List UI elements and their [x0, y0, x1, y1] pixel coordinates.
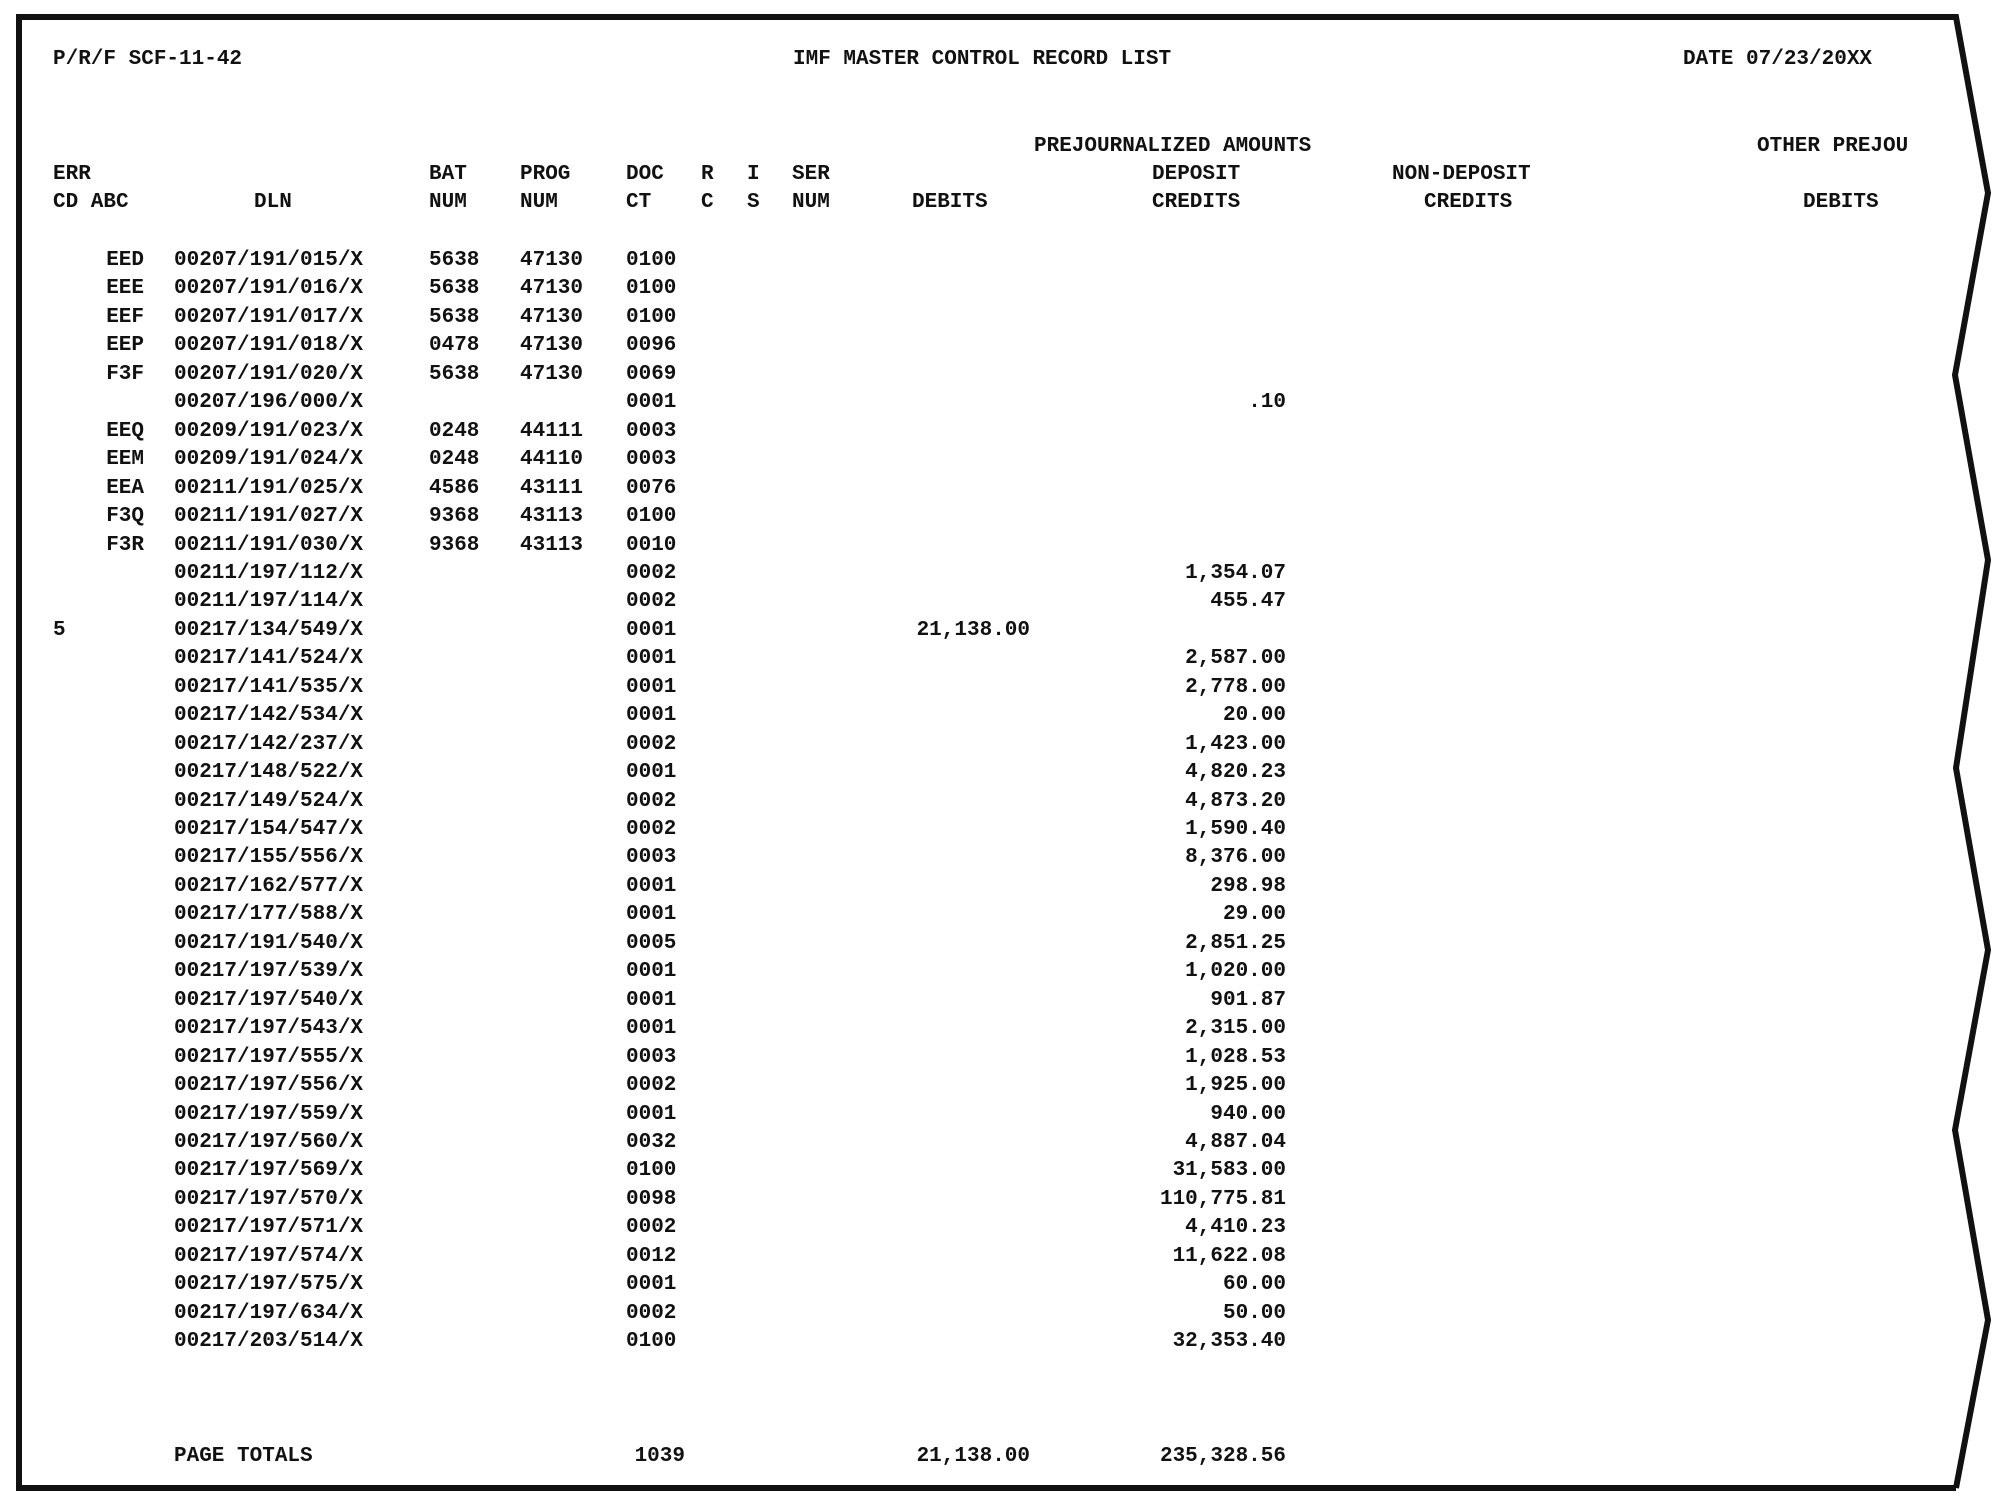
cell-dln: 00211/191/027/X — [174, 505, 364, 528]
cell-dln: 00217/197/634/X — [174, 1302, 364, 1325]
cell-dln: 00217/197/570/X — [174, 1188, 364, 1211]
cell-bat-num: 0248 — [429, 448, 480, 471]
cell-doc-ct: 0010 — [626, 534, 677, 557]
cell-prog-num: 47130 — [520, 277, 584, 300]
col-header-debits: DEBITS — [912, 191, 988, 214]
cell-abc: EEQ — [106, 420, 144, 443]
cell-doc-ct: 0003 — [626, 1046, 677, 1069]
cell-dln: 00217/141/535/X — [174, 676, 364, 699]
cell-dln: 00217/149/524/X — [174, 790, 364, 813]
cell-err-cd: 5 — [53, 619, 66, 642]
cell-doc-ct: 0012 — [626, 1245, 677, 1268]
cell-doc-ct: 0002 — [626, 590, 677, 613]
cell-dln: 00211/197/114/X — [174, 590, 364, 613]
cell-dln: 00217/203/514/X — [174, 1330, 364, 1353]
cell-doc-ct: 0005 — [626, 932, 677, 955]
cell-bat-num: 9368 — [429, 534, 480, 557]
cell-dln: 00217/197/569/X — [174, 1159, 364, 1182]
cell-abc: EEM — [106, 448, 144, 471]
cell-dln: 00217/148/522/X — [174, 761, 364, 784]
cell-abc: EEF — [106, 306, 144, 329]
cell-dln: 00211/191/025/X — [174, 477, 364, 500]
cell-dln: 00217/142/534/X — [174, 704, 364, 727]
cell-deposit-credits: 1,354.07 — [1185, 562, 1286, 585]
cell-dln: 00207/191/020/X — [174, 363, 364, 386]
cell-abc: EED — [106, 249, 144, 272]
cell-deposit-credits: .10 — [1248, 391, 1286, 414]
cell-doc-ct: 0100 — [626, 249, 677, 272]
cell-doc-ct: 0096 — [626, 334, 677, 357]
cell-dln: 00207/191/017/X — [174, 306, 364, 329]
col-header-deposit-credits: CREDITS — [1152, 191, 1241, 214]
cell-doc-ct: 0002 — [626, 733, 677, 756]
group-header-prejournalized: PREJOURNALIZED AMOUNTS — [1034, 135, 1312, 158]
cell-dln: 00209/191/023/X — [174, 420, 364, 443]
cell-deposit-credits: 298.98 — [1210, 875, 1286, 898]
cell-deposit-credits: 901.87 — [1210, 989, 1286, 1012]
col-header-doc-ct: CT — [626, 191, 652, 214]
cell-dln: 00217/197/539/X — [174, 960, 364, 983]
cell-prog-num: 44111 — [520, 420, 584, 443]
cell-deposit-credits: 4,410.23 — [1185, 1216, 1286, 1239]
cell-deposit-credits: 1,423.00 — [1185, 733, 1286, 756]
cell-doc-ct: 0069 — [626, 363, 677, 386]
cell-doc-ct: 0003 — [626, 420, 677, 443]
cell-abc: F3Q — [106, 505, 144, 528]
cell-doc-ct: 0001 — [626, 619, 677, 642]
cell-doc-ct: 0002 — [626, 562, 677, 585]
col-header-cd-abc: CD ABC — [53, 191, 129, 214]
col-header-is: I — [747, 163, 760, 186]
cell-deposit-credits: 29.00 — [1222, 903, 1286, 926]
cell-bat-num: 9368 — [429, 505, 480, 528]
col-header-rc: R — [701, 163, 714, 186]
cell-prog-num: 43113 — [520, 534, 584, 557]
col-header-rc-c: C — [701, 191, 714, 214]
cell-abc: F3R — [106, 534, 144, 557]
cell-deposit-credits: 20.00 — [1222, 704, 1286, 727]
cell-doc-ct: 0100 — [626, 306, 677, 329]
cell-dln: 00217/197/540/X — [174, 989, 364, 1012]
cell-bat-num: 5638 — [429, 306, 480, 329]
cell-abc: EEE — [106, 277, 144, 300]
cell-doc-ct: 0002 — [626, 1074, 677, 1097]
cell-deposit-credits: 110,775.81 — [1159, 1188, 1286, 1211]
col-header-nondeposit: NON-DEPOSIT — [1392, 163, 1531, 186]
form-id: P/R/F SCF-11-42 — [53, 48, 243, 71]
cell-deposit-credits: 4,887.04 — [1185, 1131, 1286, 1154]
col-header-bat: BAT — [429, 163, 467, 186]
col-header-prog: PROG — [520, 163, 571, 186]
cell-doc-ct: 0003 — [626, 448, 677, 471]
cell-deposit-credits: 1,925.00 — [1185, 1074, 1286, 1097]
cell-bat-num: 5638 — [429, 249, 480, 272]
cell-doc-ct: 0100 — [626, 1159, 677, 1182]
cell-prog-num: 47130 — [520, 306, 584, 329]
cell-bat-num: 0248 — [429, 420, 480, 443]
cell-prog-num: 47130 — [520, 334, 584, 357]
cell-bat-num: 4586 — [429, 477, 480, 500]
cell-deposit-credits: 1,028.53 — [1185, 1046, 1286, 1069]
cell-dln: 00217/197/574/X — [174, 1245, 364, 1268]
col-header-deposit: DEPOSIT — [1152, 163, 1241, 186]
cell-bat-num: 0478 — [429, 334, 480, 357]
cell-doc-ct: 0100 — [626, 277, 677, 300]
report-date: DATE 07/23/20XX — [1683, 48, 1873, 71]
cell-dln: 00217/197/575/X — [174, 1273, 364, 1296]
cell-doc-ct: 0076 — [626, 477, 677, 500]
cell-dln: 00217/197/543/X — [174, 1017, 364, 1040]
cell-doc-ct: 0001 — [626, 960, 677, 983]
totals-deposit-credits: 235,328.56 — [1159, 1445, 1286, 1468]
cell-dln: 00217/197/571/X — [174, 1216, 364, 1239]
cell-doc-ct: 0100 — [626, 505, 677, 528]
cell-deposit-credits: 2,851.25 — [1185, 932, 1286, 955]
cell-deposit-credits: 60.00 — [1222, 1273, 1286, 1296]
cell-deposit-credits: 4,873.20 — [1185, 790, 1286, 813]
cell-deposit-credits: 8,376.00 — [1185, 846, 1286, 869]
cell-deposit-credits: 455.47 — [1210, 590, 1286, 613]
col-header-doc: DOC — [626, 163, 664, 186]
cell-doc-ct: 0001 — [626, 676, 677, 699]
cell-doc-ct: 0001 — [626, 391, 677, 414]
totals-doc-count: 1039 — [634, 1445, 685, 1468]
cell-dln: 00207/191/018/X — [174, 334, 364, 357]
cell-dln: 00217/134/549/X — [174, 619, 364, 642]
group-header-other: OTHER PREJOU — [1757, 135, 1909, 158]
cell-deposit-credits: 1,590.40 — [1185, 818, 1286, 841]
cell-dln: 00211/197/112/X — [174, 562, 364, 585]
cell-dln: 00207/196/000/X — [174, 391, 364, 414]
cell-deposit-credits: 2,587.00 — [1185, 647, 1286, 670]
col-header-err: ERR — [53, 163, 91, 186]
cell-prog-num: 43111 — [520, 477, 584, 500]
cell-prog-num: 43113 — [520, 505, 584, 528]
cell-doc-ct: 0003 — [626, 846, 677, 869]
cell-bat-num: 5638 — [429, 277, 480, 300]
cell-dln: 00217/191/540/X — [174, 932, 364, 955]
cell-doc-ct: 0002 — [626, 818, 677, 841]
cell-doc-ct: 0001 — [626, 1017, 677, 1040]
cell-doc-ct: 0002 — [626, 790, 677, 813]
cell-deposit-credits: 2,315.00 — [1185, 1017, 1286, 1040]
cell-doc-ct: 0098 — [626, 1188, 677, 1211]
col-header-ser-num: NUM — [792, 191, 830, 214]
cell-doc-ct: 0001 — [626, 761, 677, 784]
cell-dln: 00217/155/556/X — [174, 846, 364, 869]
cell-doc-ct: 0001 — [626, 647, 677, 670]
cell-deposit-credits: 1,020.00 — [1185, 960, 1286, 983]
col-header-dln: DLN — [254, 191, 292, 214]
cell-doc-ct: 0001 — [626, 1103, 677, 1126]
cell-doc-ct: 0001 — [626, 1273, 677, 1296]
cell-doc-ct: 0002 — [626, 1216, 677, 1239]
cell-doc-ct: 0001 — [626, 875, 677, 898]
report-title: IMF MASTER CONTROL RECORD LIST — [793, 48, 1172, 71]
cell-prog-num: 44110 — [520, 448, 584, 471]
cell-deposit-credits: 4,820.23 — [1185, 761, 1286, 784]
cell-dln: 00217/162/577/X — [174, 875, 364, 898]
col-header-bat-num: NUM — [429, 191, 467, 214]
cell-dln: 00217/197/559/X — [174, 1103, 364, 1126]
col-header-is-s: S — [747, 191, 760, 214]
cell-debits: 21,138.00 — [916, 619, 1030, 642]
cell-dln: 00209/191/024/X — [174, 448, 364, 471]
col-header-other-debits: DEBITS — [1803, 191, 1879, 214]
col-header-prog-num: NUM — [520, 191, 558, 214]
cell-doc-ct: 0001 — [626, 903, 677, 926]
totals-debits: 21,138.00 — [916, 1445, 1030, 1468]
cell-dln: 00217/154/547/X — [174, 818, 364, 841]
cell-dln: 00217/141/524/X — [174, 647, 364, 670]
col-header-ser: SER — [792, 163, 830, 186]
cell-doc-ct: 0001 — [626, 704, 677, 727]
cell-doc-ct: 0032 — [626, 1131, 677, 1154]
cell-dln: 00217/197/560/X — [174, 1131, 364, 1154]
cell-prog-num: 47130 — [520, 249, 584, 272]
cell-bat-num: 5638 — [429, 363, 480, 386]
cell-doc-ct: 0001 — [626, 989, 677, 1012]
totals-label: PAGE TOTALS — [174, 1445, 313, 1468]
cell-abc: EEP — [106, 334, 144, 357]
col-header-nondeposit-credits: CREDITS — [1424, 191, 1513, 214]
cell-dln: 00207/191/016/X — [174, 277, 364, 300]
cell-dln: 00211/191/030/X — [174, 534, 364, 557]
cell-doc-ct: 0002 — [626, 1302, 677, 1325]
cell-abc: EEA — [106, 477, 144, 500]
cell-dln: 00217/177/588/X — [174, 903, 364, 926]
cell-abc: F3F — [106, 363, 144, 386]
cell-doc-ct: 0100 — [626, 1330, 677, 1353]
cell-dln: 00207/191/015/X — [174, 249, 364, 272]
cell-deposit-credits: 50.00 — [1222, 1302, 1286, 1325]
cell-dln: 00217/142/237/X — [174, 733, 364, 756]
cell-deposit-credits: 31,583.00 — [1172, 1159, 1286, 1182]
cell-deposit-credits: 940.00 — [1210, 1103, 1286, 1126]
cell-deposit-credits: 32,353.40 — [1172, 1330, 1286, 1353]
cell-deposit-credits: 11,622.08 — [1172, 1245, 1286, 1268]
cell-prog-num: 47130 — [520, 363, 584, 386]
cell-dln: 00217/197/555/X — [174, 1046, 364, 1069]
cell-dln: 00217/197/556/X — [174, 1074, 364, 1097]
cell-deposit-credits: 2,778.00 — [1185, 676, 1286, 699]
